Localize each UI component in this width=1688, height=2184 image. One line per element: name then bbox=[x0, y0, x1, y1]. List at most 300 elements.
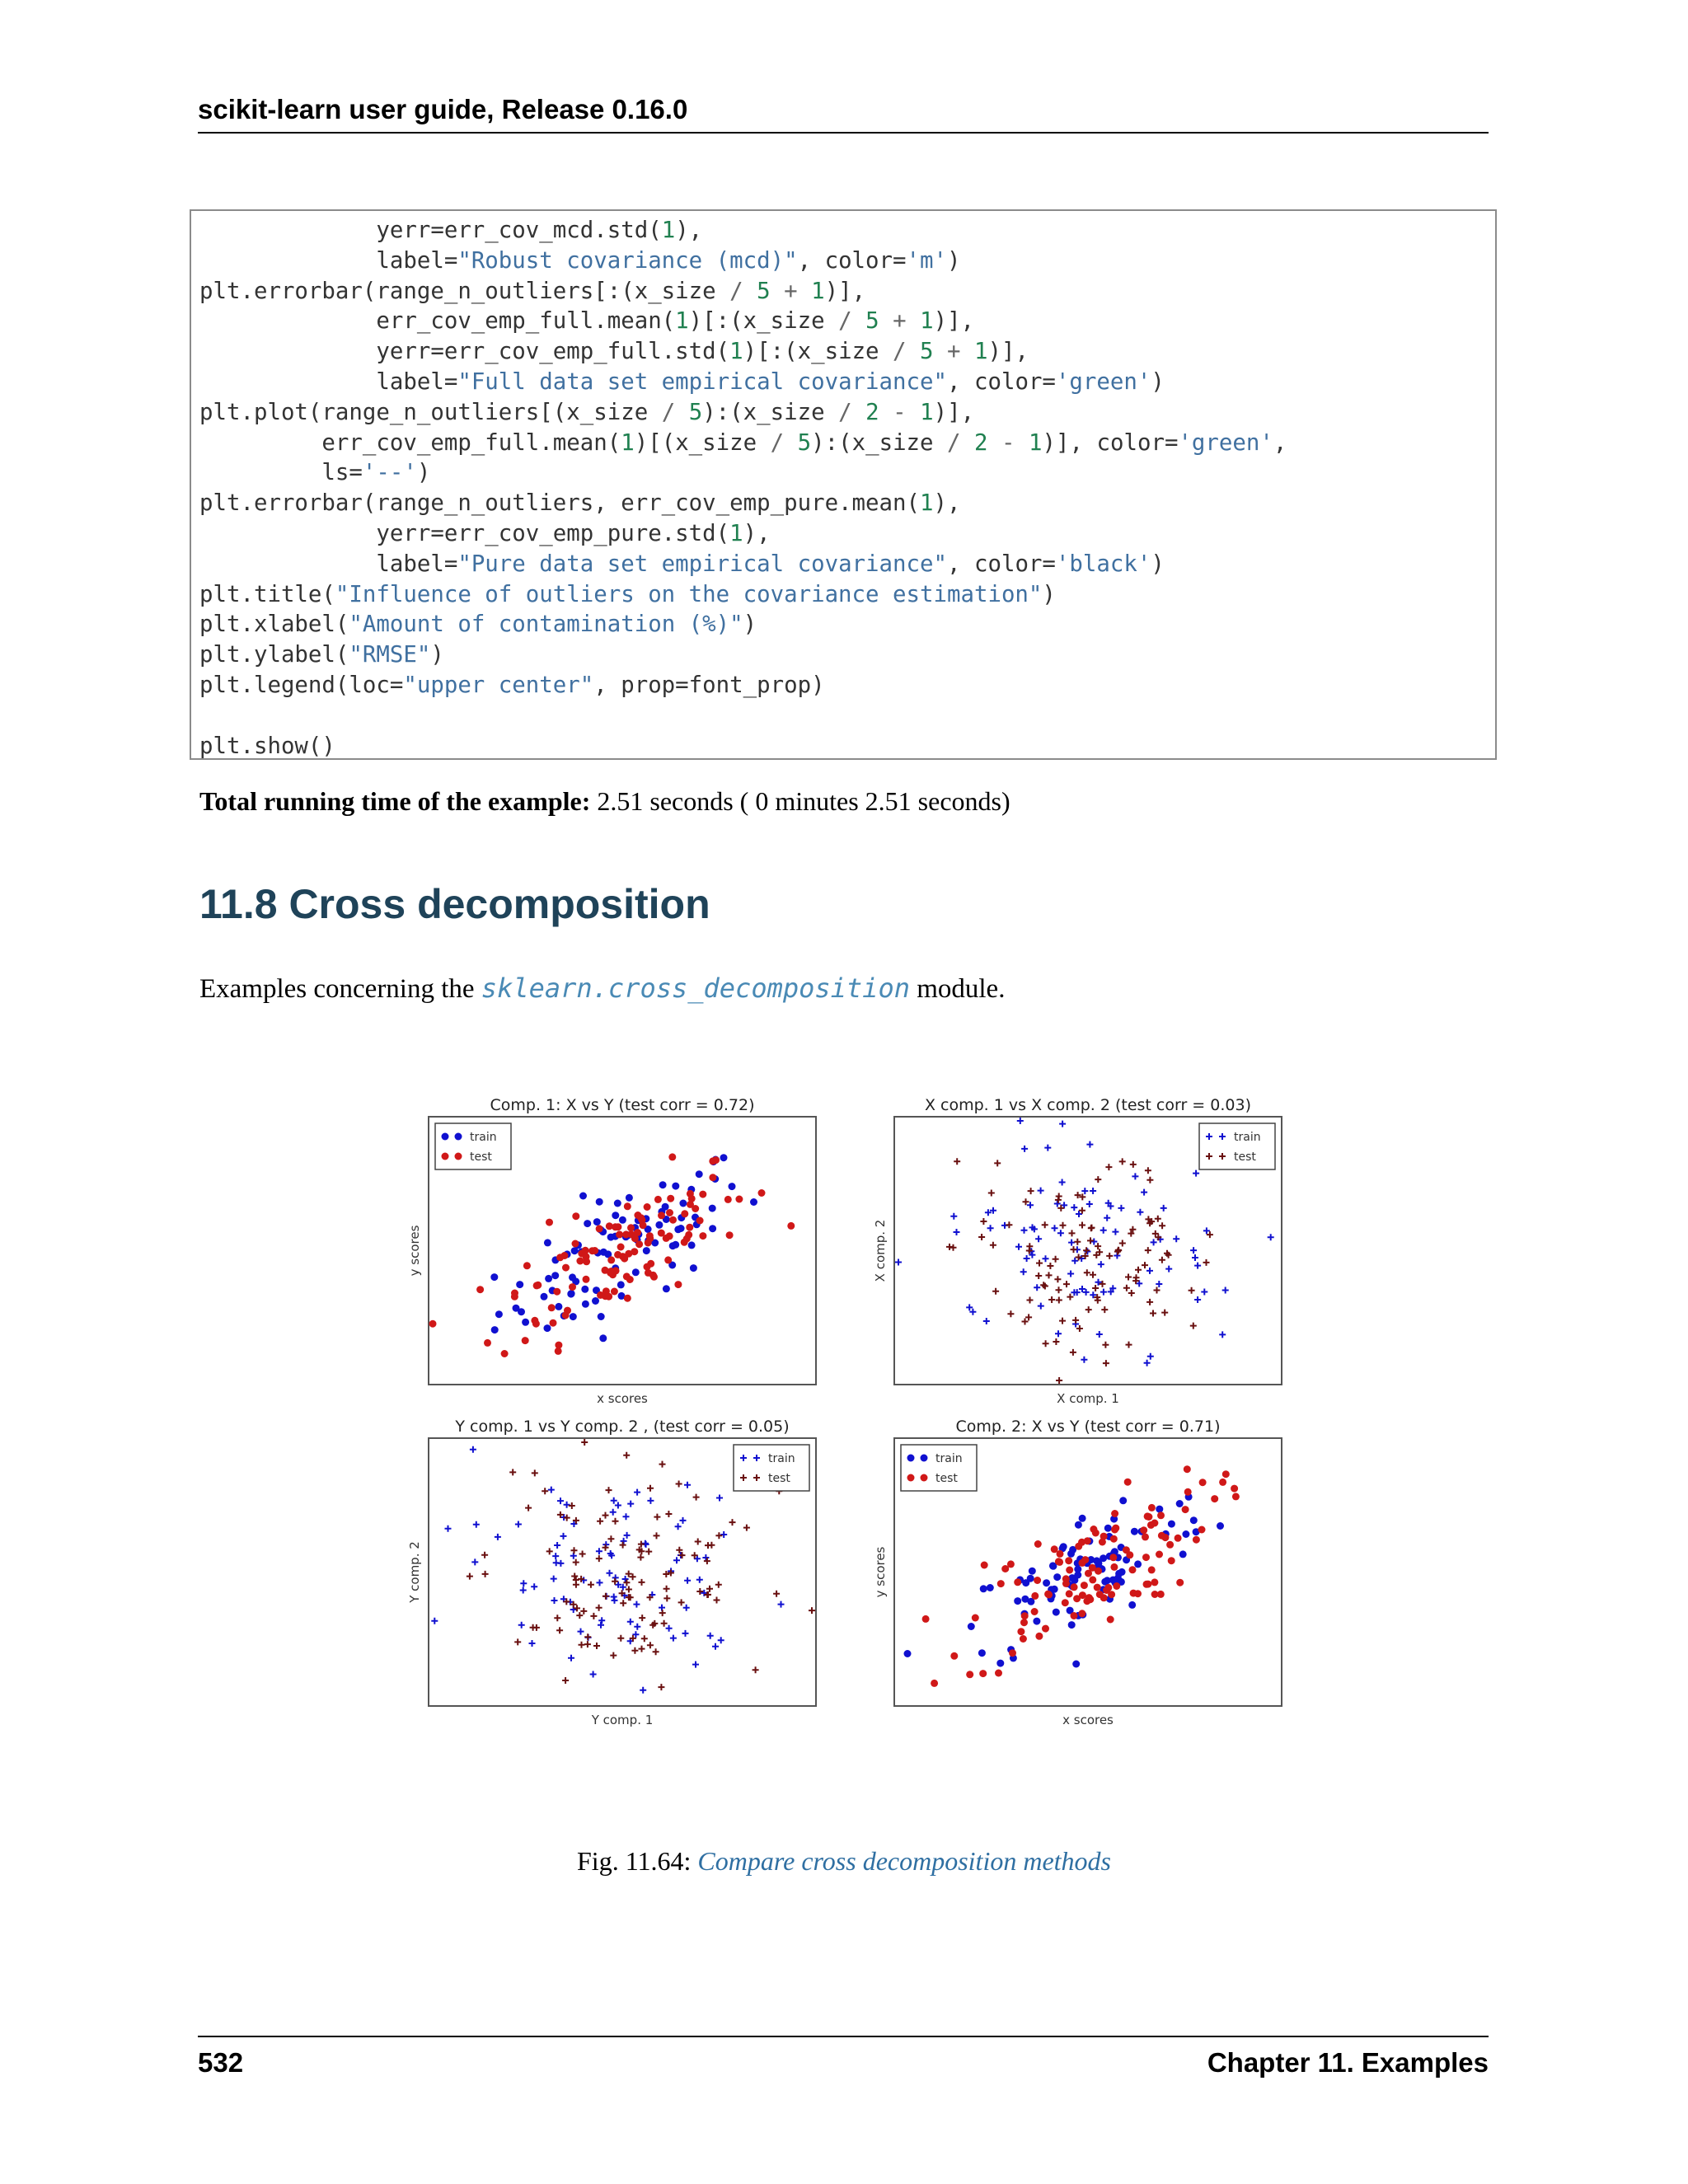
legend-marker bbox=[921, 1455, 928, 1462]
code-token: label= bbox=[199, 247, 458, 274]
code-token: plt.legend(loc= bbox=[199, 672, 404, 698]
code-token: 2 bbox=[865, 399, 879, 425]
code-token: ), bbox=[933, 490, 961, 517]
data-point bbox=[1148, 1504, 1156, 1511]
data-point bbox=[1007, 1560, 1015, 1568]
data-point bbox=[631, 1235, 639, 1242]
data-point bbox=[623, 1272, 631, 1280]
caption-prefix: Fig. 11.64: bbox=[577, 1846, 698, 1876]
data-point bbox=[593, 1218, 601, 1226]
data-point bbox=[1068, 1574, 1076, 1582]
data-point bbox=[1057, 1550, 1064, 1558]
data-point bbox=[1089, 1576, 1096, 1583]
data-point bbox=[1151, 1591, 1159, 1598]
data-point bbox=[612, 1212, 619, 1219]
code-token: ) bbox=[1151, 368, 1165, 395]
data-point bbox=[1096, 1591, 1104, 1598]
code-token: plt.errorbar(range_n_outliers, err_cov_emp_pure.mean( bbox=[199, 490, 920, 517]
code-token: 1 bbox=[920, 490, 934, 517]
running-time bbox=[199, 786, 1010, 817]
data-point bbox=[1151, 1520, 1158, 1527]
code-token: 'green' bbox=[1178, 429, 1273, 456]
scatter-panel bbox=[873, 1418, 1282, 1727]
code-token: 1 bbox=[729, 339, 743, 365]
data-point bbox=[1217, 1522, 1224, 1530]
data-point bbox=[655, 1221, 663, 1229]
data-point bbox=[622, 1230, 630, 1238]
data-point bbox=[686, 1224, 693, 1231]
code-token: label= bbox=[199, 368, 458, 395]
data-point bbox=[624, 1295, 631, 1302]
code-token: , color= bbox=[797, 247, 907, 274]
code-token: 1 bbox=[974, 339, 988, 365]
data-point bbox=[1179, 1550, 1187, 1558]
data-point bbox=[612, 1267, 620, 1274]
data-point bbox=[490, 1273, 498, 1281]
code-token: / bbox=[770, 429, 785, 456]
code-token bbox=[784, 430, 798, 456]
code-line bbox=[199, 582, 1056, 607]
data-point bbox=[624, 1202, 631, 1210]
data-point bbox=[611, 1288, 618, 1296]
data-point bbox=[647, 1260, 654, 1268]
code-token: ) bbox=[416, 460, 431, 486]
data-point bbox=[1113, 1582, 1120, 1590]
data-point bbox=[1124, 1479, 1132, 1486]
running-time-value: 2.51 seconds ( 0 minutes 2.51 seconds) bbox=[597, 786, 1010, 816]
data-point bbox=[1017, 1628, 1025, 1635]
code-token: 1 bbox=[729, 520, 743, 546]
legend-label: train bbox=[1234, 1131, 1261, 1144]
y-axis-label: Y comp. 2 bbox=[407, 1541, 422, 1603]
data-point bbox=[720, 1154, 728, 1161]
code-token: / bbox=[838, 399, 852, 425]
data-point bbox=[1062, 1575, 1070, 1582]
code-token: ) bbox=[743, 612, 757, 638]
code-line bbox=[199, 673, 825, 698]
data-point bbox=[1055, 1558, 1062, 1565]
page-footer bbox=[198, 2036, 1489, 2078]
data-point bbox=[1193, 1536, 1200, 1544]
data-point bbox=[1095, 1568, 1102, 1575]
panel-title: X comp. 1 vs X comp. 2 (test corr = 0.03) bbox=[924, 1096, 1252, 1114]
scatter-panel bbox=[873, 1096, 1282, 1406]
data-point bbox=[1035, 1633, 1043, 1640]
code-token: , color= bbox=[947, 551, 1056, 577]
code-token: ), bbox=[675, 218, 703, 243]
code-token: 'black' bbox=[1055, 551, 1151, 577]
code-token: )[(x_size bbox=[634, 429, 771, 456]
panel-title: Comp. 1: X vs Y (test corr = 0.72) bbox=[490, 1096, 755, 1114]
code-token bbox=[907, 308, 921, 334]
code-token: ls= bbox=[199, 460, 363, 486]
data-point bbox=[966, 1671, 973, 1678]
data-point bbox=[617, 1281, 625, 1288]
x-axis-label: X comp. 1 bbox=[1057, 1391, 1119, 1406]
code-token: )], bbox=[933, 399, 975, 425]
legend-label: test bbox=[935, 1472, 958, 1485]
code-token: 'm' bbox=[906, 247, 948, 274]
panel-title: Comp. 2: X vs Y (test corr = 0.71) bbox=[955, 1418, 1221, 1436]
data-point bbox=[619, 1253, 626, 1260]
data-point bbox=[664, 1256, 672, 1263]
data-point bbox=[569, 1273, 576, 1281]
code-line bbox=[199, 460, 430, 485]
data-point bbox=[672, 1183, 679, 1190]
data-point bbox=[572, 1240, 579, 1248]
data-point bbox=[1104, 1525, 1112, 1532]
legend bbox=[435, 1123, 511, 1169]
code-token: 5 bbox=[865, 308, 879, 335]
code-token: 1 bbox=[1029, 429, 1043, 456]
code-token: )], bbox=[933, 308, 975, 335]
code-listing bbox=[199, 216, 1287, 762]
code-line bbox=[199, 248, 961, 274]
data-point bbox=[429, 1320, 437, 1328]
data-point bbox=[1142, 1533, 1149, 1540]
data-point bbox=[491, 1326, 499, 1333]
data-point bbox=[996, 1660, 1004, 1667]
data-point bbox=[1110, 1563, 1118, 1571]
data-point bbox=[1134, 1560, 1142, 1568]
legend-marker bbox=[921, 1474, 928, 1482]
code-token: / bbox=[838, 308, 852, 335]
page-header bbox=[198, 89, 1489, 134]
data-point bbox=[1148, 1566, 1156, 1573]
data-point bbox=[1111, 1510, 1118, 1517]
data-point bbox=[980, 1585, 987, 1592]
code-token: plt.title( bbox=[199, 581, 335, 607]
code-token: 'green' bbox=[1055, 368, 1151, 395]
code-token: yerr=err_cov_emp_pure.std( bbox=[199, 520, 730, 546]
code-token bbox=[879, 400, 893, 425]
data-point bbox=[516, 1281, 523, 1288]
data-point bbox=[596, 1198, 603, 1206]
code-token: , color= bbox=[947, 368, 1056, 395]
intro-text-before: Examples concerning the bbox=[199, 974, 481, 1004]
data-point bbox=[646, 1235, 654, 1242]
data-point bbox=[1176, 1579, 1184, 1586]
data-point bbox=[699, 1191, 706, 1198]
data-point bbox=[667, 1195, 674, 1202]
data-point bbox=[627, 1224, 635, 1231]
data-point bbox=[1184, 1488, 1192, 1496]
data-point bbox=[568, 1290, 575, 1297]
data-point bbox=[699, 1232, 706, 1240]
x-axis-label: x scores bbox=[1062, 1713, 1114, 1727]
code-token: ):(x_size bbox=[811, 429, 948, 456]
data-point bbox=[1031, 1592, 1039, 1600]
code-token: )], bbox=[824, 278, 866, 304]
code-token: , prop=font_prop) bbox=[593, 672, 825, 698]
data-point bbox=[1168, 1557, 1175, 1564]
data-point bbox=[1075, 1521, 1082, 1529]
data-point bbox=[583, 1276, 590, 1283]
code-token bbox=[961, 339, 975, 364]
code-line bbox=[199, 612, 757, 637]
code-line bbox=[199, 551, 1165, 577]
data-point bbox=[588, 1247, 596, 1254]
code-token: "Full data set empirical covariance" bbox=[457, 368, 947, 395]
data-point bbox=[1020, 1635, 1027, 1643]
data-point bbox=[696, 1217, 704, 1225]
code-token: 5 bbox=[688, 399, 703, 425]
data-point bbox=[1094, 1584, 1101, 1591]
data-point bbox=[1182, 1506, 1189, 1513]
data-point bbox=[674, 1281, 682, 1288]
data-point bbox=[522, 1337, 529, 1344]
data-point bbox=[669, 1216, 677, 1224]
code-token: ) bbox=[430, 642, 444, 668]
code-token: 1 bbox=[621, 429, 635, 456]
data-point bbox=[690, 1264, 697, 1272]
data-point bbox=[1079, 1515, 1086, 1522]
data-point bbox=[724, 1196, 732, 1203]
data-point bbox=[681, 1239, 688, 1246]
data-point bbox=[1145, 1513, 1152, 1521]
data-point bbox=[614, 1200, 621, 1207]
data-point bbox=[1119, 1497, 1127, 1504]
code-token: '--' bbox=[362, 460, 417, 486]
data-point bbox=[1198, 1526, 1206, 1534]
data-point bbox=[1104, 1584, 1112, 1591]
data-point bbox=[513, 1305, 520, 1312]
data-point bbox=[532, 1320, 540, 1328]
data-point bbox=[495, 1310, 503, 1318]
data-point bbox=[904, 1650, 912, 1657]
x-axis-label: Y comp. 1 bbox=[591, 1713, 654, 1727]
legend-label: train bbox=[470, 1131, 497, 1144]
data-point bbox=[1110, 1535, 1118, 1543]
data-point bbox=[1176, 1500, 1184, 1507]
data-point bbox=[1222, 1470, 1230, 1478]
code-token bbox=[798, 279, 812, 304]
data-point bbox=[1014, 1578, 1021, 1586]
intro-text-after: module. bbox=[909, 974, 1006, 1004]
data-point bbox=[501, 1350, 509, 1357]
data-point bbox=[709, 1205, 716, 1212]
data-point bbox=[1021, 1612, 1029, 1619]
code-token: yerr=err_cov_mcd.std( bbox=[199, 218, 662, 243]
code-token: err_cov_emp_full.mean( bbox=[199, 429, 621, 456]
code-token: 5 bbox=[797, 429, 812, 456]
data-point bbox=[599, 1334, 607, 1342]
data-point bbox=[582, 1301, 589, 1308]
data-point bbox=[654, 1196, 662, 1203]
legend-marker bbox=[907, 1474, 915, 1482]
data-point bbox=[616, 1230, 623, 1238]
legend-label: train bbox=[935, 1452, 963, 1465]
code-token: "Influence of outliers on the covariance estimation" bbox=[335, 581, 1043, 607]
code-line bbox=[199, 308, 974, 334]
data-point bbox=[544, 1239, 551, 1246]
data-point bbox=[1066, 1567, 1073, 1574]
module-link[interactable]: sklearn.cross_decomposition bbox=[481, 972, 910, 1004]
cross-decomposition-figure bbox=[396, 1088, 1302, 1747]
data-point bbox=[523, 1262, 531, 1269]
data-point bbox=[1081, 1582, 1088, 1589]
data-point bbox=[626, 1194, 633, 1202]
data-point bbox=[750, 1198, 757, 1206]
data-point bbox=[787, 1222, 795, 1230]
scatter-panel bbox=[407, 1096, 816, 1406]
code-token: plt.plot(range_n_outliers[(x_size bbox=[199, 399, 662, 425]
code-token: label= bbox=[199, 551, 458, 577]
code-token: 1 bbox=[920, 399, 934, 425]
legend bbox=[901, 1445, 977, 1491]
code-token: ) bbox=[1151, 551, 1165, 577]
code-token: / bbox=[947, 429, 961, 456]
data-point bbox=[556, 1254, 564, 1261]
data-point bbox=[545, 1275, 552, 1282]
code-token bbox=[907, 400, 921, 425]
data-point bbox=[1075, 1543, 1082, 1550]
data-point bbox=[581, 1286, 588, 1293]
data-point bbox=[1175, 1535, 1182, 1542]
data-point bbox=[688, 1241, 696, 1249]
code-token: "Amount of contamination (%)" bbox=[349, 612, 743, 638]
code-line bbox=[199, 521, 771, 546]
data-point bbox=[1051, 1586, 1058, 1593]
data-point bbox=[1130, 1590, 1137, 1597]
data-point bbox=[972, 1615, 979, 1622]
code-token: - bbox=[1001, 429, 1015, 456]
data-point bbox=[950, 1652, 958, 1660]
data-point bbox=[1086, 1596, 1094, 1603]
caption-link[interactable]: Compare cross decomposition methods bbox=[697, 1846, 1111, 1876]
data-point bbox=[617, 1244, 625, 1251]
data-point bbox=[1071, 1612, 1078, 1619]
data-point bbox=[681, 1210, 688, 1217]
running-title: scikit-learn user guide, Release 0.16.0 bbox=[198, 94, 688, 124]
data-point bbox=[758, 1189, 766, 1197]
legend-marker bbox=[907, 1455, 915, 1462]
code-line bbox=[199, 400, 974, 425]
section-heading: 11.8 Cross decomposition bbox=[199, 881, 710, 927]
data-point bbox=[614, 1223, 621, 1230]
code-token: )[:(x_size bbox=[743, 339, 893, 365]
code-line bbox=[199, 642, 444, 668]
code-token: "Pure data set empirical covariance" bbox=[457, 551, 947, 577]
code-token: 1 bbox=[661, 218, 676, 243]
figure-caption bbox=[0, 1846, 1688, 1877]
data-point bbox=[1044, 1591, 1052, 1598]
data-point bbox=[1184, 1465, 1191, 1473]
data-point bbox=[685, 1231, 692, 1239]
legend-label: test bbox=[768, 1472, 790, 1485]
data-point bbox=[1128, 1601, 1136, 1609]
code-token: )], color= bbox=[1042, 429, 1179, 456]
data-point bbox=[562, 1312, 570, 1319]
code-token bbox=[1015, 430, 1029, 456]
data-point bbox=[1042, 1625, 1049, 1633]
data-point bbox=[987, 1584, 994, 1591]
code-line bbox=[199, 339, 1029, 364]
data-point bbox=[541, 1293, 548, 1301]
code-line bbox=[199, 733, 335, 759]
data-point bbox=[571, 1247, 579, 1254]
code-token: / bbox=[729, 278, 743, 304]
code-line bbox=[199, 369, 1165, 395]
code-token: plt.show() bbox=[199, 733, 335, 759]
scatter-panel bbox=[407, 1418, 816, 1727]
data-point bbox=[709, 1157, 716, 1165]
data-point bbox=[582, 1247, 589, 1254]
code-token: )[:(x_size bbox=[688, 308, 839, 335]
x-axis-label: x scores bbox=[597, 1391, 648, 1406]
code-token: + bbox=[784, 278, 798, 304]
data-point bbox=[511, 1290, 518, 1297]
code-line bbox=[199, 430, 1287, 456]
code-token: "upper center" bbox=[403, 672, 594, 698]
data-point bbox=[522, 1319, 529, 1326]
code-token: ), bbox=[743, 520, 771, 546]
data-point bbox=[1031, 1608, 1039, 1615]
data-point bbox=[1078, 1610, 1085, 1617]
running-time-label: Total running time of the example: bbox=[199, 786, 591, 816]
code-token: "RMSE" bbox=[349, 642, 431, 668]
data-point bbox=[709, 1225, 716, 1232]
data-point bbox=[981, 1562, 988, 1569]
data-point bbox=[1129, 1566, 1137, 1573]
data-point bbox=[1156, 1506, 1163, 1513]
legend-marker bbox=[455, 1153, 462, 1160]
data-point bbox=[666, 1209, 673, 1216]
data-point bbox=[550, 1319, 557, 1327]
code-token: plt.errorbar(range_n_outliers[:(x_size bbox=[199, 278, 730, 304]
data-point bbox=[1021, 1596, 1029, 1603]
code-token: 1 bbox=[920, 308, 934, 335]
code-token: - bbox=[893, 399, 907, 425]
code-token bbox=[934, 339, 948, 364]
data-point bbox=[678, 1225, 685, 1232]
data-point bbox=[1062, 1599, 1069, 1606]
code-token: ):(x_size bbox=[702, 399, 839, 425]
data-point bbox=[592, 1297, 599, 1305]
code-token: 5 bbox=[757, 278, 771, 304]
data-point bbox=[658, 1212, 665, 1219]
code-token: "Robust covariance (mcd)" bbox=[457, 247, 798, 274]
code-token: err_cov_emp_full.mean( bbox=[199, 308, 676, 335]
data-point bbox=[1126, 1551, 1133, 1558]
code-token: 5 bbox=[920, 339, 934, 365]
code-token bbox=[907, 339, 921, 364]
data-point bbox=[1081, 1556, 1089, 1563]
data-point bbox=[1020, 1619, 1028, 1626]
code-token: plt.xlabel( bbox=[199, 612, 349, 638]
data-point bbox=[668, 1153, 676, 1160]
data-point bbox=[562, 1264, 570, 1272]
data-point bbox=[663, 1285, 670, 1292]
data-point bbox=[659, 1181, 667, 1188]
data-point bbox=[619, 1216, 626, 1224]
legend-label: test bbox=[470, 1151, 492, 1164]
code-line bbox=[199, 218, 702, 243]
y-axis-label: y scores bbox=[407, 1225, 422, 1277]
data-point bbox=[1190, 1516, 1198, 1524]
data-point bbox=[555, 1347, 562, 1355]
code-token bbox=[743, 279, 757, 304]
data-point bbox=[663, 1235, 670, 1242]
legend-marker bbox=[442, 1153, 449, 1160]
data-point bbox=[1027, 1575, 1034, 1582]
data-point bbox=[726, 1231, 734, 1239]
data-point bbox=[669, 1242, 677, 1249]
code-token: / bbox=[893, 339, 907, 365]
intro-paragraph bbox=[199, 972, 1005, 1005]
data-point bbox=[598, 1313, 605, 1320]
data-point bbox=[978, 1649, 986, 1657]
